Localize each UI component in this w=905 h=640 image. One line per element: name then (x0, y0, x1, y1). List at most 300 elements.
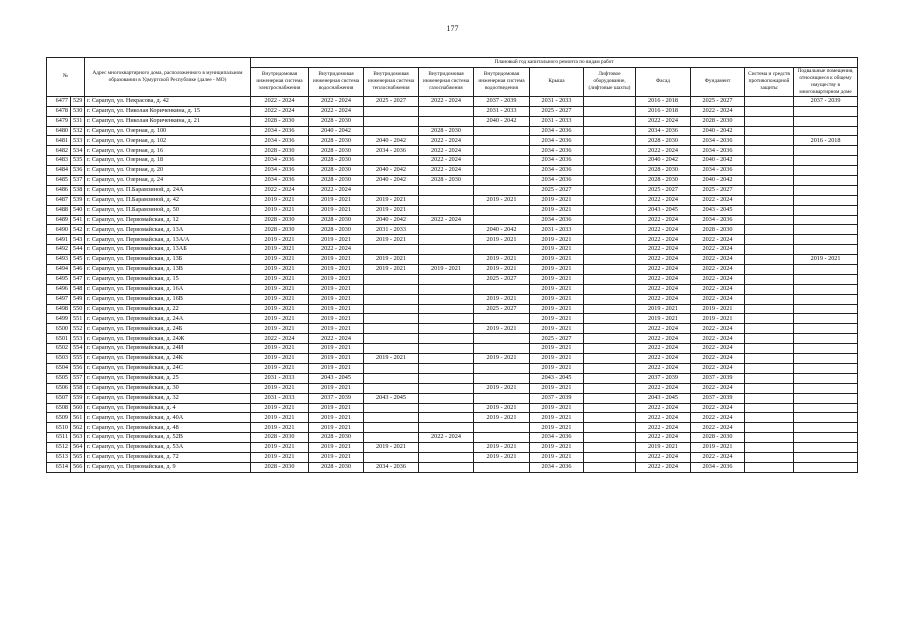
year-range-cell: 2019 - 2021 (636, 443, 691, 453)
year-range-cell (584, 166, 636, 176)
year-range-cell: 2034 - 2036 (530, 156, 584, 166)
year-range-cell: 2022 - 2024 (636, 413, 691, 423)
row-number-cell: 533 (71, 136, 85, 146)
row-index-cell: 6484 (47, 166, 71, 176)
year-range-cell (745, 363, 794, 373)
year-range-cell: 2028 - 2030 (691, 225, 745, 235)
year-range-cell: 2025 - 2027 (364, 96, 419, 106)
address-cell: г. Сарапул, ул. Первомайская, д. 24К (85, 354, 251, 364)
row-number-cell: 566 (71, 462, 85, 472)
year-range-cell: 2022 - 2024 (419, 136, 474, 146)
year-range-cell: 2022 - 2024 (309, 106, 364, 116)
year-range-cell (474, 185, 530, 195)
year-range-cell (745, 294, 794, 304)
table-row (47, 176, 858, 186)
year-range-cell: 2034 - 2036 (530, 176, 584, 186)
year-range-cell: 2034 - 2036 (364, 462, 419, 472)
year-range-cell: 2019 - 2021 (530, 452, 584, 462)
row-number-cell: 535 (71, 156, 85, 166)
year-range-cell: 2019 - 2021 (309, 383, 364, 393)
year-range-cell (419, 116, 474, 126)
row-index-cell: 6495 (47, 274, 71, 284)
year-range-cell (474, 314, 530, 324)
year-range-cell: 2022 - 2024 (636, 462, 691, 472)
address-cell: г. Сарапул, ул. Некрасова, д. 42 (85, 96, 251, 106)
year-range-cell: 2034 - 2036 (530, 136, 584, 146)
table-row (47, 195, 858, 205)
row-number-cell: 556 (71, 363, 85, 373)
year-range-cell (584, 363, 636, 373)
row-index-cell: 6511 (47, 433, 71, 443)
year-range-cell (584, 314, 636, 324)
year-range-cell (745, 205, 794, 215)
year-range-cell: 2019 - 2021 (251, 205, 309, 215)
year-range-cell: 2022 - 2024 (691, 106, 745, 116)
year-range-cell: 2016 - 2018 (636, 96, 691, 106)
year-range-cell (794, 393, 858, 403)
year-range-cell: 2028 - 2030 (309, 136, 364, 146)
row-number-cell: 560 (71, 403, 85, 413)
year-range-cell: 2019 - 2021 (251, 324, 309, 334)
row-index-cell: 6505 (47, 373, 71, 383)
year-range-cell: 2019 - 2021 (474, 324, 530, 334)
year-range-cell: 2019 - 2021 (309, 205, 364, 215)
year-range-cell (794, 156, 858, 166)
address-cell: г. Сарапул, ул. Первомайская, д. 48 (85, 423, 251, 433)
year-range-cell: 2019 - 2021 (530, 274, 584, 284)
year-range-cell: 2019 - 2021 (309, 443, 364, 453)
table-row (47, 265, 858, 275)
row-index-cell: 6506 (47, 383, 71, 393)
year-range-cell: 2028 - 2030 (309, 166, 364, 176)
year-range-cell: 2040 - 2042 (474, 225, 530, 235)
year-range-cell (584, 452, 636, 462)
year-range-cell (419, 255, 474, 265)
table-row (47, 413, 858, 423)
year-range-cell: 2022 - 2024 (691, 195, 745, 205)
year-range-cell (745, 433, 794, 443)
year-range-cell (584, 156, 636, 166)
year-range-cell (474, 334, 530, 344)
address-cell: г. Сарапул, ул. П.Барамзиной, д. 50 (85, 205, 251, 215)
year-range-cell: 2019 - 2021 (251, 403, 309, 413)
header-col: Внутридомовая инженерная система электроснабжения (251, 67, 309, 96)
address-cell: г. Сарапул, ул. Первомайская, д. 24С (85, 363, 251, 373)
year-range-cell: 2034 - 2036 (636, 126, 691, 136)
year-range-cell (794, 344, 858, 354)
year-range-cell (745, 344, 794, 354)
year-range-cell: 2031 - 2033 (364, 225, 419, 235)
year-range-cell: 2022 - 2024 (251, 185, 309, 195)
year-range-cell (745, 185, 794, 195)
year-range-cell (584, 185, 636, 195)
year-range-cell (419, 284, 474, 294)
table-row (47, 284, 858, 294)
row-number-cell: 532 (71, 126, 85, 136)
year-range-cell (745, 96, 794, 106)
year-range-cell (584, 403, 636, 413)
year-range-cell: 2034 - 2036 (691, 166, 745, 176)
row-index-cell: 6504 (47, 363, 71, 373)
year-range-cell (419, 314, 474, 324)
year-range-cell: 2022 - 2024 (419, 156, 474, 166)
year-range-cell (794, 413, 858, 423)
year-range-cell: 2043 - 2045 (530, 373, 584, 383)
year-range-cell: 2019 - 2021 (530, 413, 584, 423)
year-range-cell: 2019 - 2021 (530, 205, 584, 215)
address-cell: г. Сарапул, ул. П.Барамзиной, д. 24А (85, 185, 251, 195)
year-range-cell: 2022 - 2024 (636, 294, 691, 304)
address-cell: г. Сарапул, ул. Первомайская, д. 24А (85, 314, 251, 324)
year-range-cell (745, 423, 794, 433)
year-range-cell: 2019 - 2021 (251, 284, 309, 294)
year-range-cell (794, 462, 858, 472)
address-cell: г. Сарапул, ул. Николая Кориченкина, д. 15 (85, 106, 251, 116)
table-row (47, 136, 858, 146)
year-range-cell: 2028 - 2030 (309, 116, 364, 126)
year-range-cell: 2019 - 2021 (309, 265, 364, 275)
year-range-cell: 2022 - 2024 (691, 452, 745, 462)
year-range-cell (364, 116, 419, 126)
address-cell: г. Сарапул, ул. Первомайская, д. 9 (85, 462, 251, 472)
table-row (47, 304, 858, 314)
year-range-cell: 2019 - 2021 (636, 314, 691, 324)
year-range-cell: 2022 - 2024 (691, 334, 745, 344)
address-cell: г. Сарапул, ул. Первомайская, д. 25 (85, 373, 251, 383)
year-range-cell: 2031 - 2033 (474, 106, 530, 116)
row-index-cell: 6478 (47, 106, 71, 116)
year-range-cell: 2028 - 2030 (251, 146, 309, 156)
year-range-cell: 2019 - 2021 (251, 443, 309, 453)
year-range-cell: 2031 - 2033 (251, 393, 309, 403)
year-range-cell (364, 284, 419, 294)
year-range-cell (419, 462, 474, 472)
year-range-cell: 2019 - 2021 (474, 354, 530, 364)
year-range-cell (584, 443, 636, 453)
year-range-cell (794, 443, 858, 453)
year-range-cell: 2040 - 2042 (309, 126, 364, 136)
year-range-cell: 2019 - 2021 (251, 314, 309, 324)
year-range-cell (745, 245, 794, 255)
year-range-cell (419, 452, 474, 462)
year-range-cell (745, 443, 794, 453)
year-range-cell: 2022 - 2024 (636, 354, 691, 364)
row-number-cell: 543 (71, 235, 85, 245)
header-col: Фасад (636, 67, 691, 96)
year-range-cell: 2019 - 2021 (474, 195, 530, 205)
row-number-cell: 552 (71, 324, 85, 334)
year-range-cell: 2034 - 2036 (251, 156, 309, 166)
year-range-cell: 2040 - 2042 (691, 156, 745, 166)
year-range-cell (584, 274, 636, 284)
year-range-cell: 2037 - 2039 (636, 373, 691, 383)
year-range-cell (474, 205, 530, 215)
year-range-cell: 2022 - 2024 (419, 433, 474, 443)
year-range-cell: 2019 - 2021 (251, 304, 309, 314)
year-range-cell (794, 363, 858, 373)
table-row (47, 462, 858, 472)
row-number-cell: 531 (71, 116, 85, 126)
row-number-cell: 563 (71, 433, 85, 443)
year-range-cell (474, 245, 530, 255)
year-range-cell (419, 304, 474, 314)
year-range-cell (364, 334, 419, 344)
year-range-cell (584, 413, 636, 423)
year-range-cell: 2022 - 2024 (309, 245, 364, 255)
year-range-cell (745, 393, 794, 403)
year-range-cell: 2019 - 2021 (530, 354, 584, 364)
year-range-cell: 2022 - 2024 (636, 116, 691, 126)
address-cell: г. Сарапул, ул. Первомайская, д. 22 (85, 304, 251, 314)
year-range-cell (584, 373, 636, 383)
year-range-cell: 2028 - 2030 (419, 126, 474, 136)
year-range-cell: 2025 - 2027 (530, 334, 584, 344)
year-range-cell: 2019 - 2021 (474, 383, 530, 393)
year-range-cell (584, 354, 636, 364)
year-range-cell: 2019 - 2021 (364, 443, 419, 453)
year-range-cell (419, 185, 474, 195)
address-cell: г. Сарапул, ул. Первомайская, д. 13А (85, 225, 251, 235)
year-range-cell: 2019 - 2021 (474, 443, 530, 453)
year-range-cell (745, 413, 794, 423)
row-index-cell: 6483 (47, 156, 71, 166)
address-cell: г. Сарапул, ул. Первомайская, д. 53А (85, 443, 251, 453)
header-plan: Плановый год капитального ремонта по видам работ (251, 58, 858, 68)
year-range-cell: 2019 - 2021 (530, 403, 584, 413)
table-row (47, 314, 858, 324)
year-range-cell: 2022 - 2024 (309, 185, 364, 195)
year-range-cell (745, 195, 794, 205)
year-range-cell: 2019 - 2021 (251, 344, 309, 354)
year-range-cell: 2022 - 2024 (691, 363, 745, 373)
year-range-cell: 2034 - 2036 (251, 176, 309, 186)
table-row (47, 225, 858, 235)
address-cell: г. Сарапул, ул. Озерная, д. 102 (85, 136, 251, 146)
year-range-cell: 2037 - 2039 (530, 393, 584, 403)
row-number-cell: 539 (71, 195, 85, 205)
year-range-cell (794, 324, 858, 334)
row-number-cell: 537 (71, 176, 85, 186)
year-range-cell (474, 423, 530, 433)
year-range-cell (745, 116, 794, 126)
year-range-cell (364, 314, 419, 324)
year-range-cell (745, 176, 794, 186)
year-range-cell (364, 433, 419, 443)
year-range-cell: 2028 - 2030 (636, 166, 691, 176)
year-range-cell: 2019 - 2021 (530, 363, 584, 373)
table-row (47, 106, 858, 116)
year-range-cell (794, 225, 858, 235)
year-range-cell: 2034 - 2036 (691, 462, 745, 472)
row-index-cell: 6498 (47, 304, 71, 314)
year-range-cell: 2022 - 2024 (691, 255, 745, 265)
year-range-cell: 2019 - 2021 (530, 284, 584, 294)
table-row (47, 235, 858, 245)
address-cell: г. Сарапул, ул. Первомайская, д. 24И (85, 344, 251, 354)
year-range-cell (364, 363, 419, 373)
year-range-cell: 2019 - 2021 (251, 423, 309, 433)
year-range-cell: 2028 - 2030 (309, 433, 364, 443)
row-number-cell: 553 (71, 334, 85, 344)
year-range-cell (794, 195, 858, 205)
year-range-cell: 2019 - 2021 (309, 413, 364, 423)
year-range-cell: 2016 - 2018 (636, 106, 691, 116)
year-range-cell: 2019 - 2021 (474, 235, 530, 245)
year-range-cell: 2019 - 2021 (364, 265, 419, 275)
year-range-cell: 2022 - 2024 (636, 423, 691, 433)
year-range-cell (474, 215, 530, 225)
year-range-cell (745, 452, 794, 462)
address-cell: г. Сарапул, ул. Первомайская, д. 24Ж (85, 334, 251, 344)
year-range-cell (419, 106, 474, 116)
year-range-cell: 2019 - 2021 (251, 383, 309, 393)
year-range-cell: 2040 - 2042 (474, 116, 530, 126)
year-range-cell (584, 393, 636, 403)
year-range-cell: 2019 - 2021 (530, 423, 584, 433)
year-range-cell: 2022 - 2024 (691, 413, 745, 423)
year-range-cell (745, 215, 794, 225)
year-range-cell (745, 334, 794, 344)
row-index-cell: 6496 (47, 284, 71, 294)
year-range-cell (474, 136, 530, 146)
year-range-cell: 2022 - 2024 (691, 274, 745, 284)
row-number-cell: 536 (71, 166, 85, 176)
table-row (47, 363, 858, 373)
row-index-cell: 6491 (47, 235, 71, 245)
row-number-cell: 562 (71, 423, 85, 433)
year-range-cell: 2022 - 2024 (419, 215, 474, 225)
address-cell: г. Сарапул, ул. Первомайская, д. 12 (85, 215, 251, 225)
address-cell: г. Сарапул, ул. Озерная, д. 100 (85, 126, 251, 136)
year-range-cell (584, 304, 636, 314)
year-range-cell: 2031 - 2033 (530, 225, 584, 235)
year-range-cell: 2019 - 2021 (530, 245, 584, 255)
row-number-cell: 541 (71, 215, 85, 225)
year-range-cell: 2019 - 2021 (309, 403, 364, 413)
address-cell: г. Сарапул, ул. Первомайская, д. 16В (85, 294, 251, 304)
table-row (47, 245, 858, 255)
year-range-cell: 2019 - 2021 (364, 235, 419, 245)
table-row (47, 205, 858, 215)
year-range-cell (584, 423, 636, 433)
year-range-cell: 2019 - 2021 (309, 274, 364, 284)
year-range-cell (794, 304, 858, 314)
address-cell: г. Сарапул, ул. Первомайская, д. 24Б (85, 324, 251, 334)
year-range-cell: 2028 - 2030 (691, 433, 745, 443)
year-range-cell: 2019 - 2021 (794, 255, 858, 265)
year-range-cell: 2019 - 2021 (474, 255, 530, 265)
header-col: Внутридомовая инженерная система теплоснабжения (364, 67, 419, 96)
row-index-cell: 6481 (47, 136, 71, 146)
year-range-cell (794, 284, 858, 294)
year-range-cell (794, 106, 858, 116)
year-range-cell: 2028 - 2030 (419, 176, 474, 186)
year-range-cell: 2019 - 2021 (309, 363, 364, 373)
year-range-cell (794, 433, 858, 443)
row-index-cell: 6502 (47, 344, 71, 354)
year-range-cell (364, 403, 419, 413)
address-cell: г. Сарапул, ул. П.Барамзиной, д. 42 (85, 195, 251, 205)
year-range-cell (474, 176, 530, 186)
year-range-cell (584, 265, 636, 275)
year-range-cell: 2019 - 2021 (364, 354, 419, 364)
year-range-cell: 2019 - 2021 (530, 443, 584, 453)
row-index-cell: 6500 (47, 324, 71, 334)
year-range-cell: 2028 - 2030 (309, 215, 364, 225)
year-range-cell (794, 215, 858, 225)
year-range-cell (794, 383, 858, 393)
year-range-cell: 2019 - 2021 (474, 403, 530, 413)
row-index-cell: 6501 (47, 334, 71, 344)
address-cell: г. Сарапул, ул. Озерная, д. 24 (85, 176, 251, 186)
table-row (47, 354, 858, 364)
year-range-cell (794, 354, 858, 364)
year-range-cell: 2019 - 2021 (251, 255, 309, 265)
year-range-cell: 2025 - 2027 (691, 185, 745, 195)
year-range-cell: 2031 - 2033 (530, 116, 584, 126)
row-index-cell: 6488 (47, 205, 71, 215)
row-number-cell: 546 (71, 265, 85, 275)
year-range-cell (584, 96, 636, 106)
row-index-cell: 6493 (47, 255, 71, 265)
year-range-cell: 2019 - 2021 (364, 205, 419, 215)
year-range-cell: 2034 - 2036 (530, 126, 584, 136)
row-number-cell: 529 (71, 96, 85, 106)
year-range-cell: 2022 - 2024 (691, 324, 745, 334)
row-number-cell: 565 (71, 452, 85, 462)
row-index-cell: 6497 (47, 294, 71, 304)
address-cell: г. Сарапул, ул. Первомайская, д. 52В (85, 433, 251, 443)
header-col: Система и средств противопожарной защиты (745, 67, 794, 96)
year-range-cell: 2043 - 2045 (636, 393, 691, 403)
year-range-cell: 2019 - 2021 (251, 294, 309, 304)
year-range-cell: 2019 - 2021 (309, 235, 364, 245)
row-number-cell: 557 (71, 373, 85, 383)
year-range-cell: 2019 - 2021 (530, 383, 584, 393)
header-col: Крыша (530, 67, 584, 96)
table-row (47, 294, 858, 304)
year-range-cell: 2022 - 2024 (691, 354, 745, 364)
address-cell: г. Сарапул, ул. Озерная, д. 16 (85, 146, 251, 156)
year-range-cell: 2043 - 2045 (364, 393, 419, 403)
year-range-cell: 2025 - 2027 (474, 274, 530, 284)
year-range-cell (364, 452, 419, 462)
year-range-cell: 2034 - 2036 (530, 146, 584, 156)
year-range-cell: 2022 - 2024 (691, 235, 745, 245)
year-range-cell (745, 265, 794, 275)
year-range-cell (745, 274, 794, 284)
year-range-cell (794, 403, 858, 413)
year-range-cell (474, 344, 530, 354)
row-number-cell: 538 (71, 185, 85, 195)
year-range-cell: 2022 - 2024 (691, 294, 745, 304)
year-range-cell: 2019 - 2021 (251, 452, 309, 462)
table-row (47, 373, 858, 383)
year-range-cell: 2019 - 2021 (309, 284, 364, 294)
year-range-cell (584, 255, 636, 265)
year-range-cell: 2037 - 2039 (309, 393, 364, 403)
year-range-cell: 2028 - 2030 (309, 225, 364, 235)
address-cell: г. Сарапул, ул. Первомайская, д. 40А (85, 413, 251, 423)
year-range-cell (584, 225, 636, 235)
year-range-cell: 2025 - 2027 (474, 304, 530, 314)
table-row (47, 274, 858, 284)
year-range-cell: 2022 - 2024 (251, 96, 309, 106)
year-range-cell: 2040 - 2042 (636, 156, 691, 166)
year-range-cell: 2022 - 2024 (636, 324, 691, 334)
year-range-cell (364, 373, 419, 383)
year-range-cell: 2022 - 2024 (636, 215, 691, 225)
